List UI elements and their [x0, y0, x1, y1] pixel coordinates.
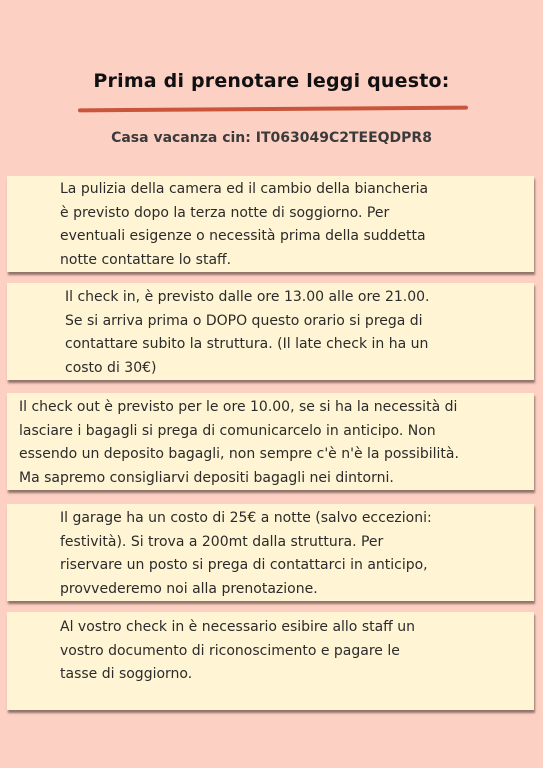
note-garage: Il garage ha un costo di 25€ a notte (salvo eccezioni: festività). Si trova a 200mt dalla struttura. Per riservare un posto si prega di contattarci in anticipo, provvederemo noi alla prenotazione.: [7, 504, 534, 601]
note-cleaning: La pulizia della camera ed il cambio della biancheria è previsto dopo la terza notte di soggiorno. Per eventuali esigenze o necessità prima della suddetta notte contattare lo staff.: [7, 176, 534, 272]
note-documents: Al vostro check in è necessario esibire allo staff un vostro documento di riconoscimento e pagare le tasse di soggiorno.: [7, 612, 534, 710]
page-title: Prima di prenotare leggi questo:: [93, 70, 450, 92]
title-underline: [78, 106, 468, 113]
note-check-out: Il check out è previsto per le ore 10.00, se si ha la necessità di lasciare i bagagli si prega di comunicarcelo in anticipo. Non essendo un deposito bagagli, non sempre c'è n'è la possibilità. Ma sapremo consigliarvi depositi bagagli nei dintorni.: [7, 393, 534, 490]
cin-code: Casa vacanza cin: IT063049C2TEEQDPR8: [111, 130, 432, 146]
note-check-in: Il check in, è previsto dalle ore 13.00 alle ore 21.00. Se si arriva prima o DOPO questo orario si prega di contattare subito la struttura. (Il late check in ha un costo di 30€): [7, 283, 534, 380]
